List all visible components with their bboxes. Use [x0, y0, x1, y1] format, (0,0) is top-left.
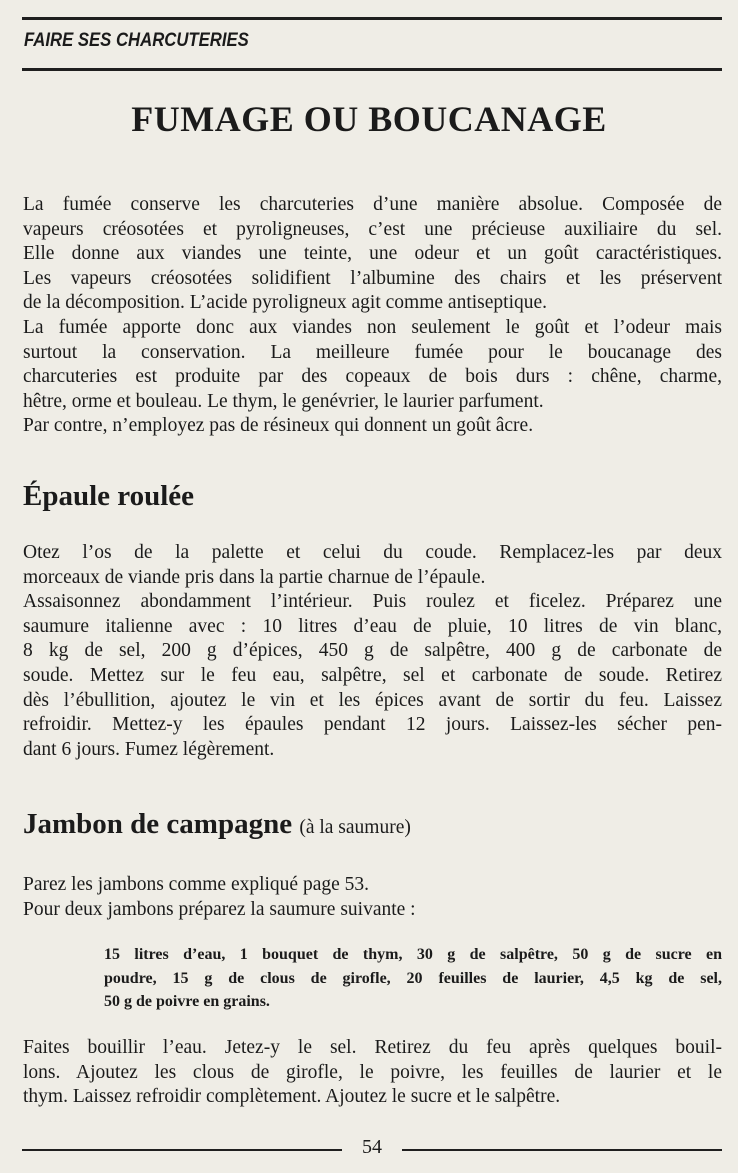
text-line: morceaux de viande pris dans la partie charnue de l’épaule.: [23, 566, 486, 588]
text-line: La fumée apporte donc aux viandes non seulement le goût et l’odeur mais: [23, 316, 722, 338]
text-line: surtout la conservation. La meilleure fumée pour le boucanage des: [23, 341, 722, 363]
text-line: Pour deux jambons préparez la saumure suivante :: [23, 898, 416, 920]
intro-paragraph: [23, 193, 722, 439]
text-line: thym. Laissez refroidir complètement. Ajoutez le sucre et le salpêtre.: [23, 1086, 561, 1108]
text-line: Faites bouillir l’eau. Jetez-y le sel. Retirez du feu après quelques bouil-: [23, 1037, 722, 1058]
section-heading-sub: (à la saumure): [299, 817, 411, 838]
footer-rule-right: [402, 1149, 722, 1151]
text-line: dant 6 jours. Fumez légèrement.: [23, 738, 275, 760]
section-heading-main: Jambon de campagne: [23, 808, 293, 840]
header-rule: [22, 68, 722, 71]
text-line: Parez les jambons comme expliqué page 53.: [23, 874, 370, 895]
text-line: soude. Mettez sur le feu eau, salpêtre, sel et carbonate de soude. Retirez: [23, 664, 722, 686]
text-line: 8 kg de sel, 200 g d’épices, 450 g de salpêtre, 400 g de carbonate de: [23, 640, 722, 662]
text-line: lons. Ajoutez les clous de girofle, le poivre, les feuilles de laurier et le: [23, 1061, 722, 1083]
section-jambon-closing: [23, 1036, 722, 1110]
text-line: Assaisonnez abondamment l’intérieur. Puis roulez et ficelez. Préparez une: [23, 591, 722, 613]
recipe-line: poudre, 15 g de clous de girofle, 20 feuilles de laurier, 4,5 kg de sel,: [104, 969, 722, 987]
text-line: saumure italienne avec : 10 litres d’eau de pluie, 10 litres de vin blanc,: [23, 615, 722, 637]
text-line: Otez l’os de la palette et celui du coude. Remplacez-les par deux: [23, 542, 722, 563]
text-line: de la décomposition. L’acide pyroligneux agit comme antiseptique.: [23, 292, 548, 314]
section-jambon-intro: [23, 873, 722, 922]
text-line: refroidir. Mettez-y les épaules pendant 12 jours. Laissez-les sécher pen-: [23, 714, 722, 736]
text-line: vapeurs créosotées et pyroligneuses, c’est une précieuse auxiliaire du sel.: [23, 218, 722, 240]
text-line: charcuteries est produite par des copeaux de bois durs : chêne, charme,: [23, 366, 722, 388]
text-line: hêtre, orme et bouleau. Le thym, le genévrier, le laurier parfument.: [23, 390, 544, 412]
section-heading-epaule-roulee: Épaule roulée: [23, 480, 195, 512]
top-rule: [22, 17, 722, 20]
recipe-line: 15 litres d’eau, 1 bouquet de thym, 30 g de salpêtre, 50 g de sucre en: [104, 946, 722, 963]
section-epaule-roulee-text: [23, 541, 722, 762]
text-line: dès l’ébullition, ajoutez le vin et les épices avant de sortir du feu. Laissez: [23, 689, 722, 711]
brine-recipe: [104, 943, 722, 1014]
text-line: Les vapeurs créosotées solidifient l’albumine des chairs et les préservent: [23, 267, 722, 289]
section-heading-jambon-de-campagne: [23, 808, 411, 841]
page-number: 54: [362, 1136, 382, 1158]
recipe-line: 50 g de poivre en grains.: [104, 993, 270, 1010]
footer-rule-left: [22, 1149, 342, 1151]
text-line: Elle donne aux viandes une teinte, une odeur et un goût caractéristiques.: [23, 243, 722, 265]
text-line: Par contre, n’employez pas de résineux qui donnent un goût âcre.: [23, 415, 534, 437]
running-head: FAIRE SES CHARCUTERIES: [24, 30, 249, 51]
text-line: La fumée conserve les charcuteries d’une manière absolue. Composée de: [23, 194, 722, 215]
page-title: FUMAGE OU BOUCANAGE: [131, 99, 607, 139]
